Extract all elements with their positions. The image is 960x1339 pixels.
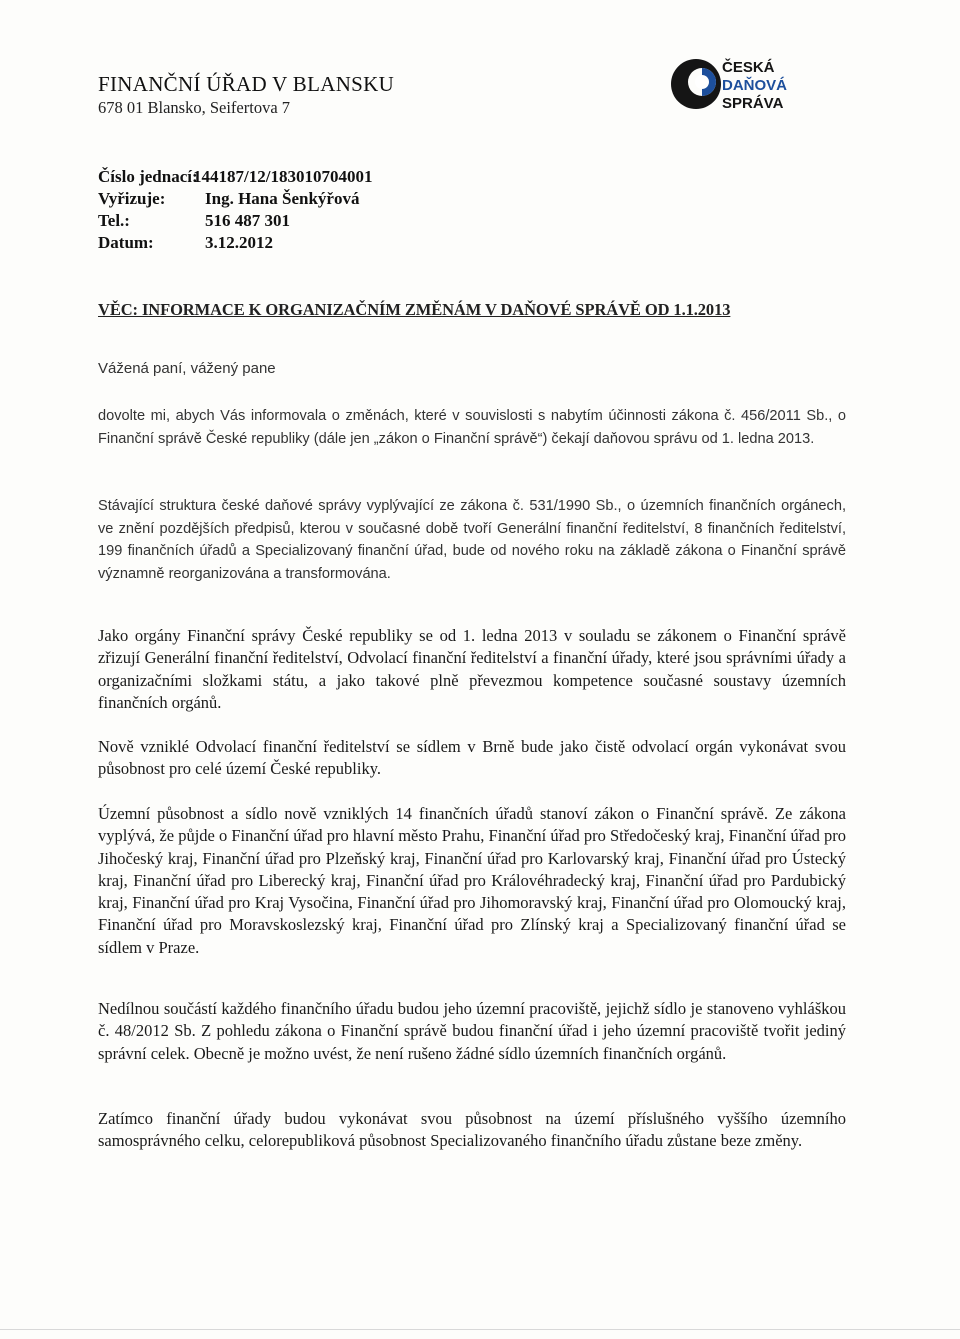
paragraph-regional-offices: Územní působnost a sídlo nově vzniklých 14 finančních úřadů stanoví zákon o Finanční správě. Ze zákona vyplývá, že půjde o Finanční úřad pro hlavní město Prahu, Finanční úřad pro Středočeský kraj, Finanční úřad pro Jihočeský kraj, Finanční úřad pro Plzeňský kraj, Finanční úřad pro Karlovarský kraj, Finanční úřad pro Ústecký kraj, Finanční úřad pro Liberecký kraj, Finanční úřad pro Královéhradecký kraj, Finanční úřad pro Pardubický kraj, Finanční úřad pro Kraj Vysočina, Finanční úřad pro Jihomoravský kraj, Finanční úřad pro Olomoucký kraj, Finanční úřad pro Moravskoslezský kraj, Finanční úřad pro Zlínský kraj a Specializovaný finanční úřad se sídlem v Praze.	[98, 804, 846, 957]
logo-text-sprava: SPRÁVA	[722, 95, 784, 112]
paragraph-current-structure: Stávající struktura české daňové správy vyplývající ze zákona č. 531/1990 Sb., o územních finančních orgánech, ve znění pozdějších předpisů, kterou v současné době tvoří Generální finanční ředitelství, 8 finančních ředitelství, 199 finančních úřadů a Specializovaný finanční úřad, bude od nového roku na základě zákona o Finanční správě významně reorganizována a transformována.	[98, 498, 846, 582]
logo-text-ceska: ČESKÁ	[722, 59, 775, 76]
salutation: Vážená paní, vážený pane	[98, 360, 276, 377]
office-name: FINANČNÍ ÚŘAD V BLANSKU	[98, 72, 395, 96]
paragraph-appeal-directorate: Nově vzniklé Odvolací finanční ředitelství se sídlem v Brně bude jako čistě odvolací orgán vykonávat svou působnost pro celé území České republiky.	[98, 737, 846, 779]
ceska-danova-sprava-logo	[668, 48, 828, 118]
handler-value: Ing. Hana Šenkýřová	[205, 189, 360, 208]
paragraph-intro: dovolte mi, abych Vás informovala o změnách, které v souvislosti s nabytím účinnosti zákona č. 456/2011 Sb., o Finanční správě České republiky (dále jen „zákon o Finanční správě“) čekají daňovou správu od 1. ledna 2013.	[98, 408, 846, 447]
date-value: 3.12.2012	[205, 233, 273, 252]
paragraph-competence: Zatímco finanční úřady budou vykonávat svou působnost na území příslušného vyššího územního samosprávného celku, celorepubliková působnost Specializovaného finančního úřadu zůstane beze změny.	[98, 1109, 846, 1151]
reference-label: Číslo jednací:	[98, 167, 198, 186]
handler-label: Vyřizuje:	[98, 189, 166, 208]
phone-value: 516 487 301	[205, 211, 290, 230]
phone-label: Tel.:	[98, 211, 130, 230]
letter-meta	[98, 166, 372, 254]
scan-edge-line	[0, 1329, 960, 1330]
date-label: Datum:	[98, 233, 154, 252]
paragraph-territorial-branches: Nedílnou součástí každého finančního úřadu budou jeho územní pracoviště, jejichž sídlo je stanoveno vyhláškou č. 48/2012 Sb. Z pohledu zákona o Finanční správě budou finanční úřad i jeho územní pracoviště tvořit jediný správní celek. Obecně je možno uvést, že není rušeno žádné sídlo územních finančních orgánů.	[98, 999, 846, 1063]
meta-handler	[98, 188, 372, 210]
reference-value: 144187/12/183010704001	[193, 167, 373, 186]
paragraph-new-organs: Jako orgány Finanční správy České republiky se od 1. ledna 2013 v souladu se zákonem o Finanční správě zřizují Generální finanční ředitelství, Odvolací finanční ředitelství a finanční úřady, které jsou správními úřady a organizačními složkami státu, a jako takové plně převezmou kompetence současné soustavy územních finančních orgánů.	[98, 626, 846, 712]
meta-reference	[98, 166, 372, 188]
meta-phone	[98, 210, 372, 232]
meta-date	[98, 232, 372, 254]
logo-text-danova: DAŇOVÁ	[722, 77, 788, 94]
letter-subject: VĚC: INFORMACE K ORGANIZAČNÍM ZMĚNÁM V DAŇOVÉ SPRÁVĚ OD 1.1.2013	[98, 300, 731, 319]
office-address: 678 01 Blansko, Seifertova 7	[98, 98, 291, 117]
